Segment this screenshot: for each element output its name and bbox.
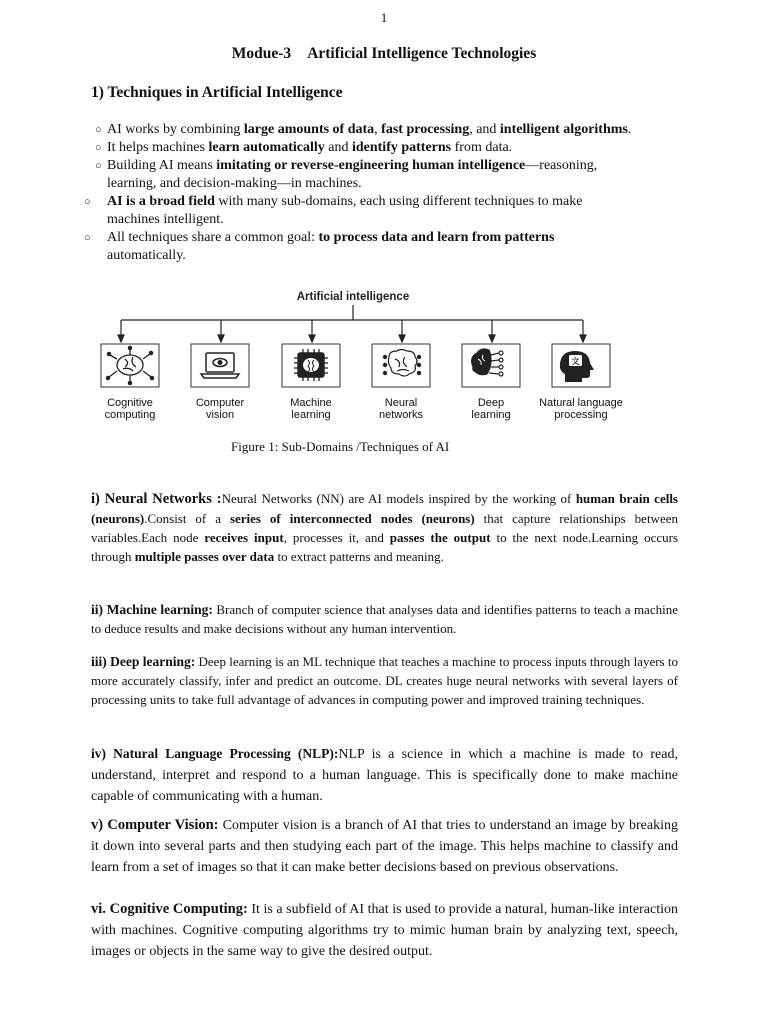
figure-label: Neural networks bbox=[378, 397, 424, 421]
section-computer-vision: v) Computer Vision: Computer vision is a branch of AI that tries to understand an image by breaking it down into several parts and then studying each part of the image. This helps machine to classify and learn from a set of images so that it can make better decisions based on previous observations. bbox=[91, 817, 678, 875]
section-machine-learning: ii) Machine learning: Branch of computer science that analyses data and identifies patterns to teach a machine to deduce results and make decisions without any human intervention. bbox=[91, 602, 678, 636]
circle-bullet-icon: ○ bbox=[84, 232, 91, 244]
arrow-head bbox=[489, 335, 495, 342]
section-heading: iii) Deep learning: bbox=[91, 654, 196, 669]
figure-caption: Figure 1: Sub-Domains /Techniques of AI bbox=[231, 439, 450, 454]
figure-label: Natural language processing bbox=[539, 397, 623, 421]
svg-text:文: 文 bbox=[571, 357, 580, 366]
section-nlp: iv) Natural Language Processing (NLP):NLP is a science in which a machine is made to read, understand, interpret and respond to a human language. This is specifically done to make machine capable of communicating with a human. bbox=[91, 746, 678, 804]
circle-bullet-icon: ○ bbox=[95, 142, 102, 154]
figure-label: Deep learning bbox=[471, 397, 511, 421]
section-heading: iv) Natural Language Processing (NLP): bbox=[91, 746, 339, 761]
page-number: 1 bbox=[380, 10, 388, 25]
figure-label: Computer vision bbox=[195, 397, 245, 421]
arrow-head bbox=[399, 335, 405, 342]
section-heading: i) Neural Networks : bbox=[91, 491, 222, 507]
bullet-item: ○ Building AI means imitating or reverse-engineering human intelligence—reasoning, learning, and decision-making—in machines. bbox=[95, 158, 598, 191]
circle-bullet-icon: ○ bbox=[95, 160, 102, 172]
bullet-item: ○ AI works by combining large amounts of data, fast processing, and intelligent algorithms. bbox=[95, 122, 632, 137]
circle-bullet-icon: ○ bbox=[95, 124, 102, 136]
figure-label: Machine learning bbox=[290, 397, 332, 421]
technique-box bbox=[372, 344, 430, 387]
technique-box bbox=[191, 344, 249, 387]
figure-root-label: Artificial intelligence bbox=[296, 291, 410, 303]
circle-bullet-icon: ○ bbox=[84, 196, 91, 208]
section-neural-networks: i) Neural Networks :Neural Networks (NN) are AI models inspired by the working of human brain cells (neurons).Consist of a series of interconnected nodes (neurons) that capture relationships between variables.Each node receives input, processes it, and passes the output to the next node.Learning occurs through multiple passes over data to extract patterns and meaning. bbox=[91, 491, 678, 564]
chip-brain-icon bbox=[294, 349, 328, 381]
section-heading: ii) Machine learning: bbox=[91, 602, 213, 617]
section-heading: vi. Cognitive Computing: bbox=[91, 901, 248, 917]
bullet-item: ○ All techniques share a common goal: to process data and learn from patterns automatically. bbox=[84, 230, 555, 263]
module-subtitle: Artificial Intelligence Technologies bbox=[307, 45, 537, 62]
module-title: Modue-3 bbox=[231, 45, 292, 62]
arrow-head bbox=[580, 335, 586, 342]
arrow-head bbox=[118, 335, 124, 342]
section-heading: 1) Techniques in Artificial Intelligence bbox=[91, 84, 343, 101]
ai-techniques-figure bbox=[95, 287, 635, 427]
section-heading: v) Computer Vision: bbox=[91, 817, 219, 833]
figure-label: Cognitive computing bbox=[104, 397, 156, 421]
section-deep-learning: iii) Deep learning: Deep learning is an ML technique that teaches a machine to process inputs through layers to more accurately classify, infer and predict an outcome. DL creates huge neural networks with several layers of processing units to take full advantage of advances in computing power and improved training techniques. bbox=[91, 654, 678, 707]
section-cognitive-computing: vi. Cognitive Computing: It is a subfield of AI that is used to provide a natural, human-like interaction with machines. Cognitive computing algorithms try to mimic human brain by analyzing text, speech, images or objects in the same way to give the desired output. bbox=[91, 901, 678, 959]
page-title bbox=[0, 45, 768, 63]
arrow-head bbox=[218, 335, 224, 342]
arrow-head bbox=[309, 335, 315, 342]
bullet-item: ○ AI is a broad field with many sub-domains, each using different techniques to make machines intelligent. bbox=[84, 194, 583, 227]
bullet-item: ○ It helps machines learn automatically and identify patterns from data. bbox=[95, 140, 513, 155]
